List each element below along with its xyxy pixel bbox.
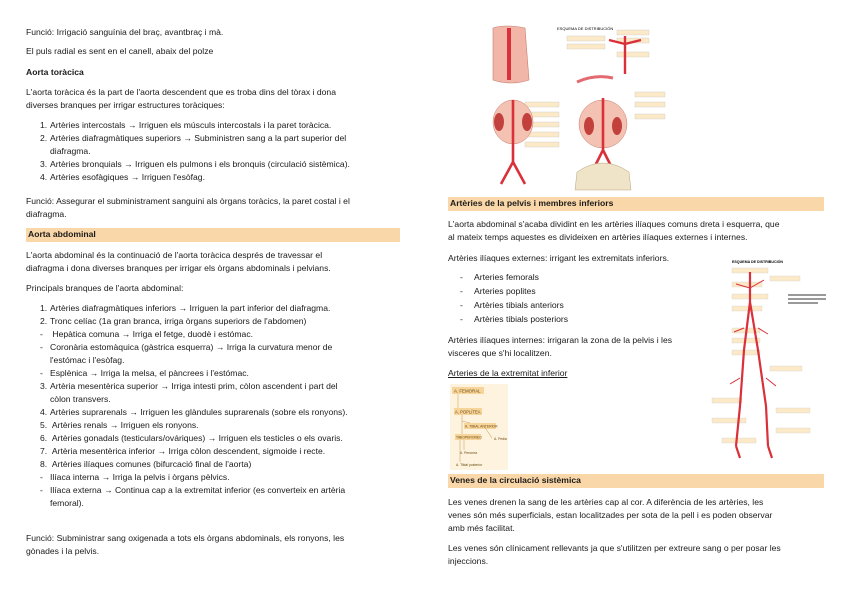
list-item-marker: 8.	[40, 459, 48, 469]
abdominal-heading-bar	[26, 228, 400, 242]
list-item-marker: 5.	[40, 420, 48, 430]
list-item-continuation: femoral).	[50, 498, 84, 508]
list-item	[40, 119, 396, 132]
list-item-marker: 1.	[40, 303, 48, 313]
left-kidney-right	[584, 117, 594, 135]
list-item	[40, 171, 396, 184]
list-item-continuation: diafragma.	[50, 146, 91, 156]
list-item-marker: -	[40, 368, 43, 378]
list-item-marker: 1.	[40, 120, 48, 130]
label-peronea: A. Peronea	[460, 451, 477, 455]
venes-3: amb més facilitat.	[448, 523, 515, 533]
externes-list-item	[460, 313, 568, 326]
pelvis-intro-2: al mateix temps aquestes es divideixen en artèries ilíaques externes i internes.	[448, 232, 748, 242]
toracica-funcio-2: diafragma.	[26, 209, 67, 219]
list-item-text: Artèries renals → Irriguen els ronyons.	[50, 420, 199, 430]
femoral-diagram	[450, 384, 508, 470]
list-item	[40, 419, 396, 432]
list-item	[40, 315, 396, 328]
pols-radial: El puls radial es sent en el canell, abaix del polze	[26, 46, 214, 56]
venes-4: Les venes són clínicament rellevants ja que s'utilitzen per extreure sang o per posar les	[448, 543, 781, 553]
externes-item-text: Artèries tibials posteriors	[474, 314, 569, 324]
dash-bullet: -	[460, 300, 463, 310]
list-item-text: Artèries ilíaques comunes (bifurcació final de l'aorta)	[50, 459, 252, 469]
list-item-text: Artèries diafragmàtiques superiors → Subministren sang a la part superior del	[50, 133, 347, 143]
list-item-marker: 4.	[40, 407, 48, 417]
list-item-text: Artèries gonadals (testiculars/ováriques) → Irriguen els testicles o els ovaris.	[50, 433, 343, 443]
lower-artery-tree	[736, 272, 772, 458]
list-item	[40, 432, 396, 445]
label-tibial-anterior: A. TIBIAL ANTERIOR	[465, 424, 498, 429]
list-item-marker: 2.	[40, 316, 48, 326]
toracica-heading: Aorta toràcica	[26, 67, 84, 77]
label-femoral: A. FEMORAL	[454, 388, 481, 394]
lower-figure-right-note	[788, 294, 826, 304]
list-item-marker: -	[40, 472, 43, 482]
list-item	[40, 471, 396, 484]
aorta-distribution-figure	[485, 22, 670, 194]
list-item-text: Tronc celíac (1a gran branca, irriga òrgans superiors de l'abdomen)	[50, 316, 307, 326]
list-item-text: Artèria mesentèrica superior → Irriga intesti prim, còlon ascendent i part del	[50, 381, 338, 391]
venes-2: venes són més superficials, estan localitzades per sota de la pell i es poden observar	[448, 510, 773, 520]
externes-item-text: Artèries tibials anteriors	[474, 300, 564, 310]
branques-heading: Principals branques de l'aorta abdominal:	[26, 283, 184, 293]
venes-heading-bar	[448, 474, 824, 488]
toracica-intro-2: diverses branques per irrigar estructures toràciques:	[26, 100, 225, 110]
list-item-text: Artèries esofàgiques → Irriguen l'esòfag.	[50, 172, 205, 182]
list-item-marker: -	[40, 485, 43, 495]
right-kidney	[522, 113, 532, 131]
list-item	[40, 406, 396, 419]
funcio-brac: Funció: Irrigació sanguínia del braç, avantbraç i mà.	[26, 27, 224, 37]
list-item-text: Artèries intercostals → Irriguen els músculs intercostals i la paret toràcica.	[50, 120, 332, 130]
internes-1: Artèries ilíaques internes: irrigaran la zona de la pelvis i les	[448, 335, 673, 345]
externes-item-text: Arteries poplites	[474, 286, 536, 296]
extremitat-heading: Arteries de la extremitat inferior	[448, 368, 568, 378]
list-item-marker: 3.	[40, 381, 48, 391]
list-item	[40, 484, 396, 497]
list-item	[40, 341, 396, 354]
lower-figure-title: ESQUEMA DE DISTRIBUCIÓN	[732, 260, 783, 264]
list-item	[40, 458, 396, 471]
internes-2: visceres que s'hi localitzen.	[448, 348, 552, 358]
list-item-marker: -	[40, 329, 43, 339]
list-item-marker: -	[40, 342, 43, 352]
label-poplitea: A. POPLÍTEA	[455, 409, 481, 415]
list-item	[40, 380, 396, 393]
pelvis-heading-bar	[448, 197, 824, 211]
right-kidney-right	[612, 117, 622, 135]
lower-limb-artery-figure	[710, 258, 830, 470]
dash-bullet: -	[460, 286, 463, 296]
list-item-text: Ilíaca externa → Continua cap a la extremitat inferior (es converteix en artèria	[50, 485, 346, 495]
pelvis-heading: Artèries de la pelvis i membres inferiors	[450, 198, 614, 208]
externes-list-item	[460, 271, 539, 284]
pelvis-bone	[575, 163, 631, 190]
externes-list-item	[460, 299, 564, 312]
connector-arrow	[577, 77, 613, 82]
list-item-marker: 4.	[40, 172, 48, 182]
list-item	[40, 132, 396, 145]
list-item-marker: 7.	[40, 446, 48, 456]
list-item-text: Artèries diafragmàtiques inferiors → Irriguen la part inferior del diafragma.	[50, 303, 331, 313]
list-item-text: Artèries bronquials → Irriguen els pulmons i els bronquis (circulació sistèmica).	[50, 159, 350, 169]
dash-bullet: -	[460, 314, 463, 324]
externes-item-text: Arteries femorals	[474, 272, 539, 282]
list-item	[40, 158, 396, 171]
abdominal-heading: Aorta abdominal	[28, 229, 96, 239]
abdominal-intro-2: diafragma i dona diverses branques per irrigar els òrgans abdominals i pelvians.	[26, 263, 331, 273]
list-item-text: Esplènica → Irriga la melsa, el pàncrees i l'estómac.	[50, 368, 249, 378]
list-item	[40, 328, 396, 341]
venes-heading: Venes de la circulació sistèmica	[450, 475, 581, 485]
label-tibioperoneo: TIBIOPERONEO	[456, 435, 482, 440]
left-kidney	[494, 113, 504, 131]
abdominal-funcio-1: Funció: Subministrar sang oxigenada a tots els òrgans abdominals, els ronyons, les	[26, 533, 345, 543]
label-pedia: A. Pedia	[494, 437, 507, 441]
externes-list-item	[460, 285, 536, 298]
abdominal-funcio-2: gònades i la pelvis.	[26, 546, 100, 556]
venes-5: injeccions.	[448, 556, 489, 566]
toracica-intro-1: L'aorta toràcica és la part de l'aorta descendent que es troba dins del tòrax i dona	[26, 87, 336, 97]
list-item-text: Coronària estomàquica (gàstrica esquerra) → Irriga la curvatura menor de	[50, 342, 333, 352]
list-item-marker: 2.	[40, 133, 48, 143]
list-item-text: Artèries suprarenals → Irriguen les glàndules suprarenals (sobre els ronyons).	[50, 407, 348, 417]
list-item	[40, 367, 396, 380]
list-item-marker: 6.	[40, 433, 48, 443]
list-item	[40, 302, 396, 315]
list-item-continuation: l'estómac i l'esòfag.	[50, 355, 125, 365]
pelvis-intro-1: L'aorta abdominal s'acaba dividint en les artèries ilíaques comuns dreta i esquerra, que	[448, 219, 780, 229]
venes-1: Les venes drenen la sang de les artèries cap al cor. A diferència de les artèries, les	[448, 497, 764, 507]
list-item-text: Ilíaca interna → Irriga la pelvis i òrgans pèlvics.	[50, 472, 230, 482]
list-item-marker: 3.	[40, 159, 48, 169]
abdominal-intro-1: L'aorta abdominal és la continuació de l'aorta toràcica després de travessar el	[26, 250, 323, 260]
dash-bullet: -	[460, 272, 463, 282]
label-tibial-posterior: A. Tibial posterior	[456, 463, 483, 467]
list-item-continuation: còlon transvers.	[50, 394, 111, 404]
list-item-text: Hepàtica comuna → Irriga el fetge, duodè i estómac.	[50, 329, 254, 339]
list-item	[40, 445, 396, 458]
aorta-line	[507, 28, 511, 80]
toracica-funcio-1: Funció: Assegurar el subministrament sanguini als òrgans toràcics, la paret costal i el	[26, 196, 350, 206]
list-item-text: Artèria mesentèrica inferior → Irriga còlon descendent, sigmoide i recte.	[50, 446, 326, 456]
figure-title: ESQUEMA DE DISTRIBUCIÓN	[557, 26, 614, 31]
externes-text: Artèries ilíaques externes: irrigant les extremitats inferiors.	[448, 253, 670, 263]
